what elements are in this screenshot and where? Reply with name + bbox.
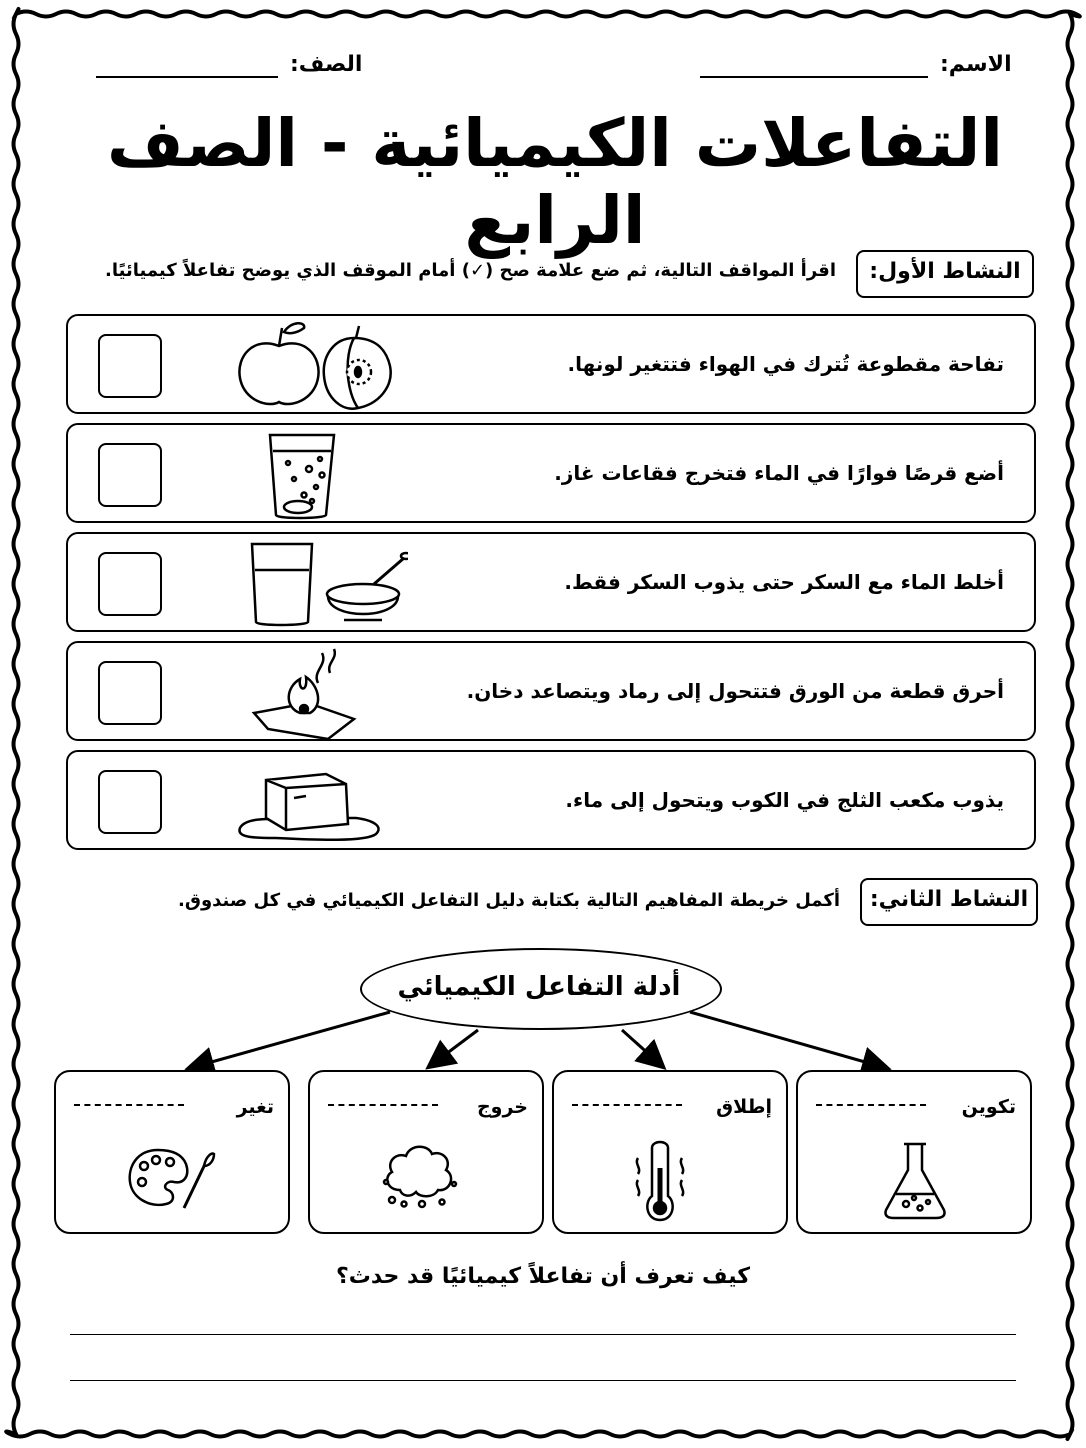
reflection-question: كيف تعرف أن تفاعلاً كيميائيًا قد حدث؟ [335,1264,751,1289]
concept-answer-blank[interactable] [572,1104,682,1106]
answer-line[interactable] [70,1334,1016,1335]
concept-answer-blank[interactable] [74,1104,184,1106]
concept-box [308,1070,544,1234]
thermometer-icon [630,1138,690,1228]
activity1-tag: النشاط الأول: [856,250,1034,298]
item-text: أحرق قطعة من الورق فتتحول إلى رماد ويتصاعد دخان. [466,679,1004,703]
activity2-tag: النشاط الثاني: [860,878,1038,926]
concept-box [552,1070,788,1234]
activity2-instruction: أكمل خريطة المفاهيم التالية بكتابة دليل التفاعل الكيميائي في كل صندوق. [178,890,840,911]
concept-box-label: تغير [236,1096,274,1118]
name-label: الاسم: [940,52,1012,77]
item-text: تفاحة مقطوعة تُترك في الهواء فتتغير لونها. [567,352,1004,376]
concept-center-label: أدلة التفاعل الكيميائي [397,972,681,1002]
concept-answer-blank[interactable] [328,1104,438,1106]
concept-box [796,1070,1032,1234]
concept-box-label: خروج [476,1096,528,1118]
concept-box [54,1070,290,1234]
answer-line[interactable] [70,1380,1016,1381]
palette-icon [126,1142,216,1218]
item-text: أخلط الماء مع السكر حتى يذوب السكر فقط. [564,570,1004,594]
activity1-instruction: اقرأ المواقف التالية، ثم ضع علامة صح (✓) أمام الموقف الذي يوضح تفاعلاً كيميائيًا. [105,260,836,281]
item-text: أضع قرصًا فوارًا في الماء فتخرج فقاعات غاز. [554,461,1004,485]
item-text: يذوب مكعب الثلج في الكوب ويتحول إلى ماء. [565,788,1004,812]
class-label: الصف: [290,52,363,77]
flask-icon [880,1138,950,1222]
concept-answer-blank[interactable] [816,1104,926,1106]
gas-cloud-icon [380,1138,460,1214]
concept-box-label: إطلاق [716,1096,772,1118]
page-title: التفاعلات الكيميائية - الصف الرابع [107,105,1003,259]
concept-box-label: تكوين [961,1096,1016,1118]
